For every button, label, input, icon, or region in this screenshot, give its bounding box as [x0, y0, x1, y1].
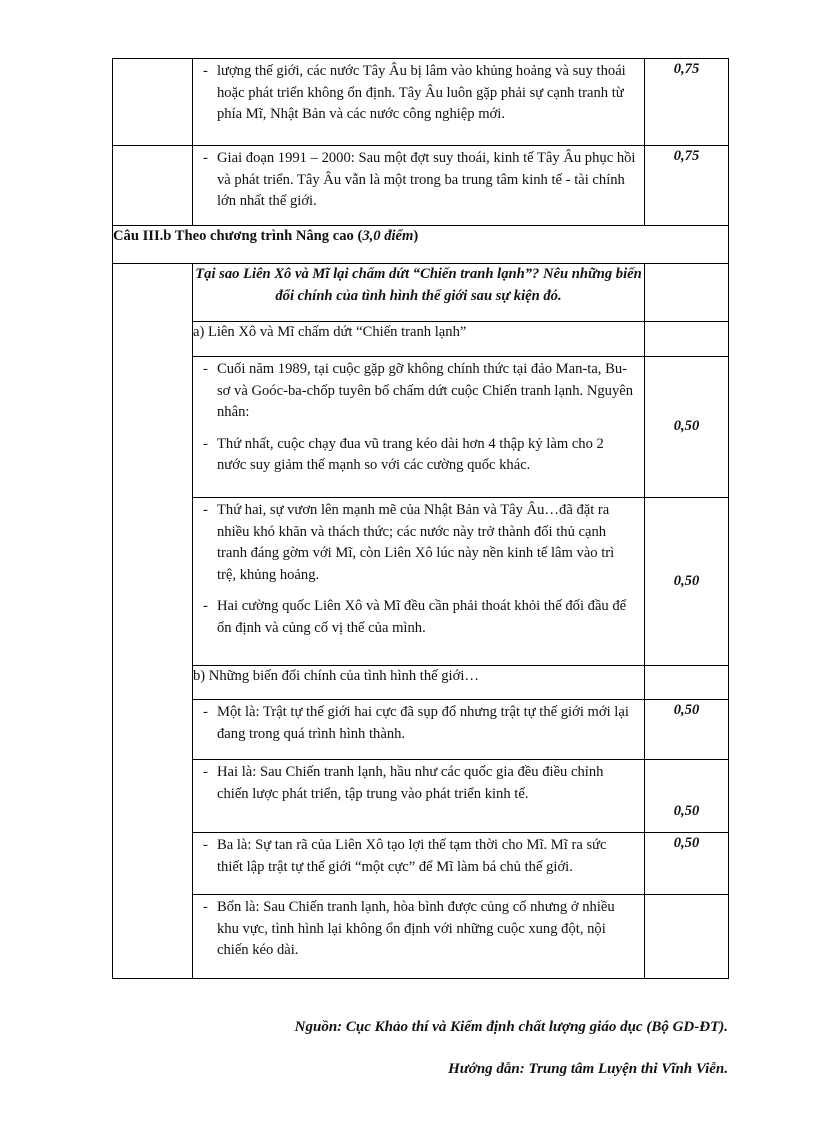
answer-text: - Một là: Trật tự thế giới hai cực đã sụp đổ nhưng trật tự thế giới mới lại đang trong quá trình hình thành.: [203, 702, 636, 745]
answer-bullet: - Thứ hai, sự vươn lên mạnh mẽ của Nhật Bản và Tây Âu…đã đặt ra nhiều khó khăn và thách thức; các nước này trở thành đối thủ cạnh tranh đáng gờm với Mĩ, còn Liên Xô lúc này nền kinh tế lâm vào trì trệ, khủng hoảng.: [203, 500, 636, 586]
score-cell: [645, 322, 729, 357]
score-cell: [645, 895, 729, 979]
section-heading: Câu III.b Theo chương trình Nâng cao (3,0 điểm): [113, 226, 729, 264]
answer-text: - Bốn là: Sau Chiến tranh lạnh, hòa bình được củng cố nhưng ở nhiều khu vực, tình hình lại không ổn định với những cuộc xung đột, nội chiến kéo dài.: [203, 897, 636, 962]
answer-bullet: - Hai cường quốc Liên Xô và Mĩ đều cần phải thoát khỏi thế đối đầu để ổn định và củng cố vị thế của mình.: [203, 596, 636, 639]
question-text: Tại sao Liên Xô và Mĩ lại chấm dứt “Chiến tranh lạnh”? Nêu những biến đổi chính của tình hình thế giới sau sự kiện đó.: [193, 264, 645, 322]
table-row: [113, 59, 729, 146]
part-b-heading: b) Những biến đổi chính của tình hình thế giới…: [193, 666, 645, 700]
left-cell: [113, 264, 193, 979]
score-cell: 0,75: [645, 146, 729, 226]
score-cell: 0,50: [645, 700, 729, 760]
answer-text: - lượng thế giới, các nước Tây Âu bị lâm vào khủng hoảng và suy thoái hoặc phát triển không ổn định. Tây Âu luôn gặp phải sự cạnh tranh từ phía Mĩ, Nhật Bản và các nước công nghiệp mới.: [203, 61, 636, 126]
answer-text: - Giai đoạn 1991 – 2000: Sau một đợt suy thoái, kinh tế Tây Âu phục hồi và phát triển. Tây Âu vẫn là một trong ba trung tâm kinh tế - tài chính lớn nhất thế giới.: [203, 148, 636, 213]
subheading-row: [113, 666, 729, 700]
table-row: [113, 498, 729, 666]
score-cell: 0,50: [645, 498, 729, 666]
part-a-heading: a) Liên Xô và Mĩ chấm dứt “Chiến tranh lạnh”: [193, 322, 645, 357]
answer-text: - Ba là: Sự tan rã của Liên Xô tạo lợi thế tạm thời cho Mĩ. Mĩ ra sức thiết lập trật tự thế giới “một cực” để Mĩ làm bá chủ thế giới.: [203, 835, 636, 878]
answer-bullet: - Cuối năm 1989, tại cuộc gặp gỡ không chính thức tại đảo Man-ta, Bu-sơ và Goóc-ba-chốp tuyên bố chấm dứt cuộc Chiến tranh lạnh. Nguyên nhân:: [203, 359, 636, 424]
score-cell: 0,75: [645, 59, 729, 146]
score-cell: 0,50: [645, 760, 729, 833]
guide-note: Hướng dẫn: Trung tâm Luyện thi Vĩnh Viễn.: [448, 1061, 728, 1077]
score-cell: 0,50: [645, 357, 729, 498]
question-row: [113, 264, 729, 322]
table-row: [113, 357, 729, 498]
answer-bullet: - Thứ nhất, cuộc chạy đua vũ trang kéo dài hơn 4 thập kỷ làm cho 2 nước suy giảm thế mạnh so với các cường quốc khác.: [203, 434, 636, 477]
left-cell: [113, 146, 193, 226]
table-row: [113, 146, 729, 226]
table-row: [113, 760, 729, 833]
table-row: [113, 895, 729, 979]
table-row: [113, 833, 729, 895]
score-cell: 0,50: [645, 833, 729, 895]
subheading-row: [113, 322, 729, 357]
left-cell: [113, 59, 193, 146]
table-row: [113, 700, 729, 760]
source-note: Nguồn: Cục Khảo thí và Kiểm định chất lượng giáo dục (Bộ GD-ĐT).: [294, 1019, 728, 1035]
answer-text: - Hai là: Sau Chiến tranh lạnh, hầu như các quốc gia đều điều chỉnh chiến lược phát triển, tập trung vào phát triển kinh tế.: [203, 762, 636, 805]
section-header-row: [113, 226, 729, 264]
score-cell: [645, 666, 729, 700]
answer-table: [112, 58, 729, 979]
score-cell: [645, 264, 729, 322]
